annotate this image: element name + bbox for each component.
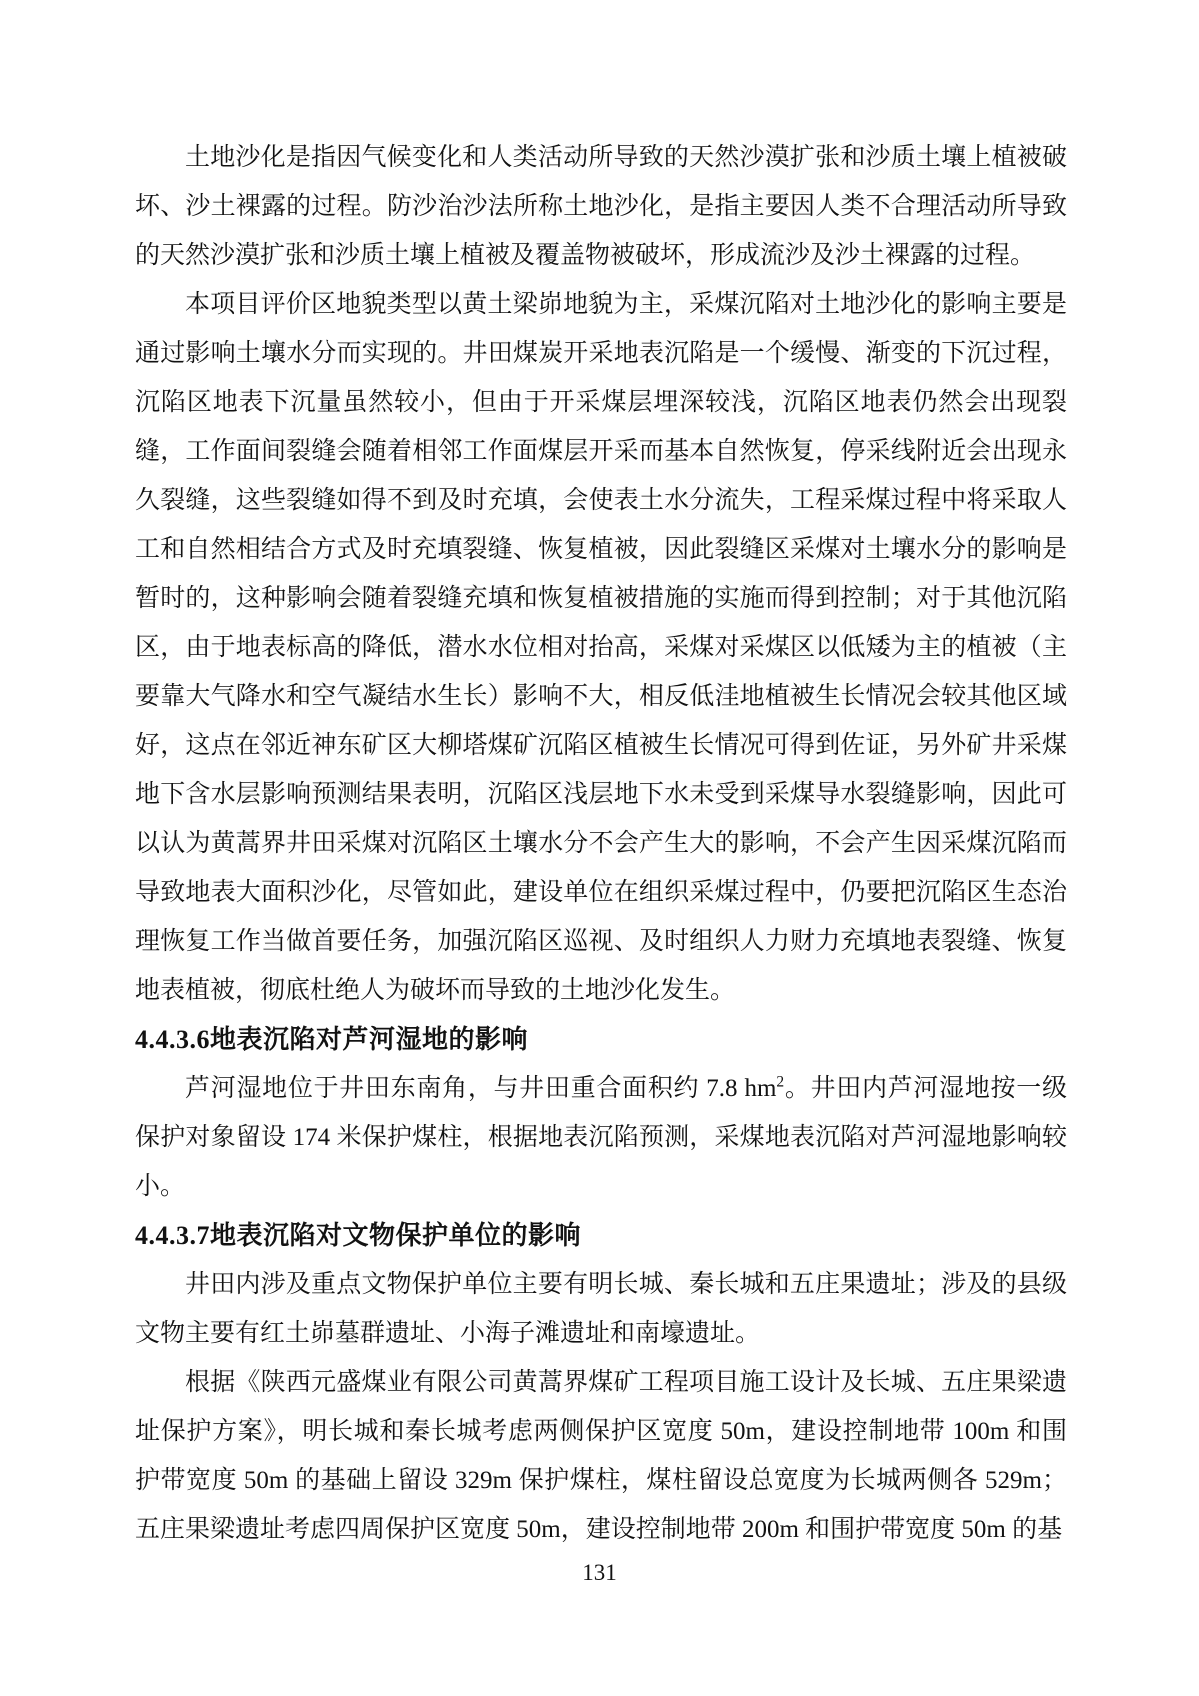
paragraph [135,1064,1067,1211]
paragraph-text: 芦河湿地位于井田东南角，与井田重合面积约 7.8 hm [185,1075,777,1102]
paragraph-text: 井田内涉及重点文物保护单位主要有明长城、秦长城和五庄果遗址；涉及的县级文物主要有红土峁墓群遗址、小海子滩遗址和南壕遗址。 [135,1271,1067,1347]
section-heading [135,1015,1067,1064]
paragraph-text: 4.4.3.6地表沉陷对芦河湿地的影响 [135,1025,529,1054]
section-heading [135,1211,1067,1260]
paragraph [135,133,1067,280]
paragraph-text: 根据《陕西元盛煤业有限公司黄蒿界煤矿工程项目施工设计及长城、五庄果梁遗址保护方案》，明长城和秦长城考虑两侧保护区宽度 50m，建设控制地带 100m 和围护带宽度 50m 的基础上留设 329m 保护煤柱，煤柱留设总宽度为长城两侧各 529m；五庄果梁遗址考虑四周保护区宽度 50m，建设控制地带 200m 和围护带宽度 50m 的基 [135,1369,1067,1543]
paragraph-text: 4.4.3.7地表沉陷对文物保护单位的影响 [135,1221,582,1250]
paragraph-text: 土地沙化是指因气候变化和人类活动所导致的天然沙漠扩张和沙质土壤上植被破坏、沙土裸露的过程。防沙治沙法所称土地沙化，是指主要因人类不合理活动所导致的天然沙漠扩张和沙质土壤上植被及覆盖物被破坏，形成流沙及沙土裸露的过程。 [135,144,1067,269]
page-number: 131 [582,1560,617,1585]
document-body [135,133,1067,1554]
superscript-text: 2 [776,1073,785,1091]
paragraph [135,280,1067,1015]
paragraph-text: 本项目评价区地貌类型以黄土梁峁地貌为主，采煤沉陷对土地沙化的影响主要是通过影响土壤水分而实现的。井田煤炭开采地表沉陷是一个缓慢、渐变的下沉过程，沉陷区地表下沉量虽然较小，但由于开采煤层埋深较浅，沉陷区地表仍然会出现裂缝，工作面间裂缝会随着相邻工作面煤层开采而基本自然恢复，停采线附近会出现永久裂缝，这些裂缝如得不到及时充填，会使表土水分流失，工程采煤过程中将采取人工和自然相结合方式及时充填裂缝、恢复植被，因此裂缝区采煤对土壤水分的影响是暂时的，这种影响会随着裂缝充填和恢复植被措施的实施而得到控制；对于其他沉陷区，由于地表标高的降低，潜水水位相对抬高，采煤对采煤区以低矮为主的植被（主要靠大气降水和空气凝结水生长）影响不大，相反低洼地植被生长情况会较其他区域好，这点在邻近神东矿区大柳塔煤矿沉陷区植被生长情况可得到佐证，另外矿井采煤地下含水层影响预测结果表明，沉陷区浅层地下水未受到采煤导水裂缝影响，因此可以认为黄蒿界井田采煤对沉陷区土壤水分不会产生大的影响，不会产生因采煤沉陷而导致地表大面积沙化，尽管如此，建设单位在组织采煤过程中，仍要把沉陷区生态治理恢复工作当做首要任务，加强沉陷区巡视、及时组织人力财力充填地表裂缝、恢复地表植被，彻底杜绝人为破坏而导致的土地沙化发生。 [135,291,1067,1004]
paragraph-text: 。井田内芦河湿地按一级保护对象留设 174 米保护煤柱，根据地表沉陷预测，采煤地表沉陷对芦河湿地影响较小。 [135,1075,1067,1200]
paragraph [135,1358,1067,1554]
paragraph [135,1260,1067,1358]
